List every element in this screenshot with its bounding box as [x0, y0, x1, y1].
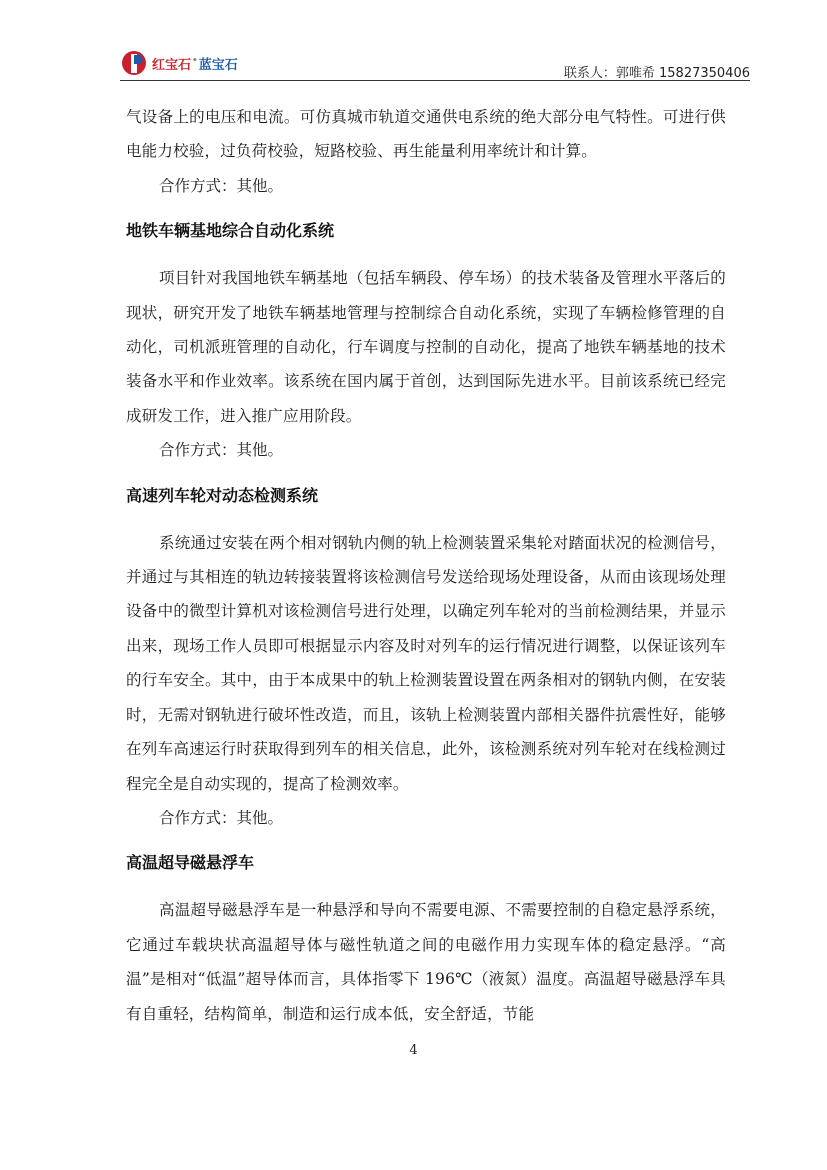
wheelset-paragraph: 系统通过安装在两个相对钢轨内侧的轨上检测装置采集轮对踏面状况的检测信号，并通过与其相连的轨边转接装置将该检测信号发送给现场处理设备，从而由该现场处理设备中的微型计算机对该检测信号进行处理，以确定列车轮对的当前检测结果，并显示出来，现场工作人员即可根据显示内容及时对列车的运行情况进行调整，以保证该列车的行车安全。其中，由于本成果中的轨上检测装置设置在两条相对的钢轨内侧，在安装时，无需对钢轨进行破坏性改造，而且，该轨上检测装置内部相关器件抗震性好，能够在列车高速运行时获取得到列车的相关信息，此外，该检测系统对列车轮对在线检测过程完全是自动实现的，提高了检测效率。 [126, 533, 726, 793]
page-header [120, 48, 750, 82]
section-title-metro: 地铁车辆基地综合自动化系统 [126, 221, 335, 241]
logo-icon [120, 49, 148, 77]
logo [120, 48, 238, 78]
logo-text-blue: 蓝宝石 [198, 57, 238, 73]
section-title-maglev: 高温超导磁悬浮车 [126, 853, 255, 873]
logo-text [152, 54, 238, 73]
logo-dot: • [192, 56, 198, 67]
intro-cooperation: 合作方式：其他。 [159, 176, 284, 195]
document-body [126, 100, 726, 1031]
header-divider [120, 80, 750, 81]
wheelset-cooperation: 合作方式：其他。 [159, 808, 284, 827]
page-number: 4 [409, 1043, 418, 1058]
logo-text-red: 红宝石 [152, 57, 192, 73]
intro-paragraph: 气设备上的电压和电流。可仿真城市轨道交通供电系统的绝大部分电气特性。可进行供电能力校验，过负荷校验，短路校验、再生能量利用率统计和计算。 [126, 108, 726, 161]
maglev-paragraph: 高温超导磁悬浮车是一种悬浮和导向不需要电源、不需要控制的自稳定悬浮系统，它通过车载块状高温超导体与磁性轨道之间的电磁作用力实现车体的稳定悬浮。“高温”是相对“低温”超导体而言，具体指零下 196℃（液氮）温度。高温超导磁悬浮车具有自重轻，结构简单，制造和运行成本低，安全舒适，节能 [126, 901, 726, 1023]
metro-paragraph: 项目针对我国地铁车辆基地（包括车辆段、停车场）的技术装备及管理水平落后的现状，研究开发了地铁车辆基地管理与控制综合自动化系统，实现了车辆检修管理的自动化，司机派班管理的自动化，行车调度与控制的自动化，提高了地铁车辆基地的技术装备水平和作业效率。该系统在国内属于首创，达到国际先进水平。目前该系统已经完成研发工作，进入推广应用阶段。 [126, 269, 726, 425]
metro-cooperation: 合作方式：其他。 [159, 441, 284, 460]
contact-info: 联系人：郭唯希 15827350406 [563, 66, 750, 81]
section-title-wheelset: 高速列车轮对动态检测系统 [126, 485, 319, 505]
